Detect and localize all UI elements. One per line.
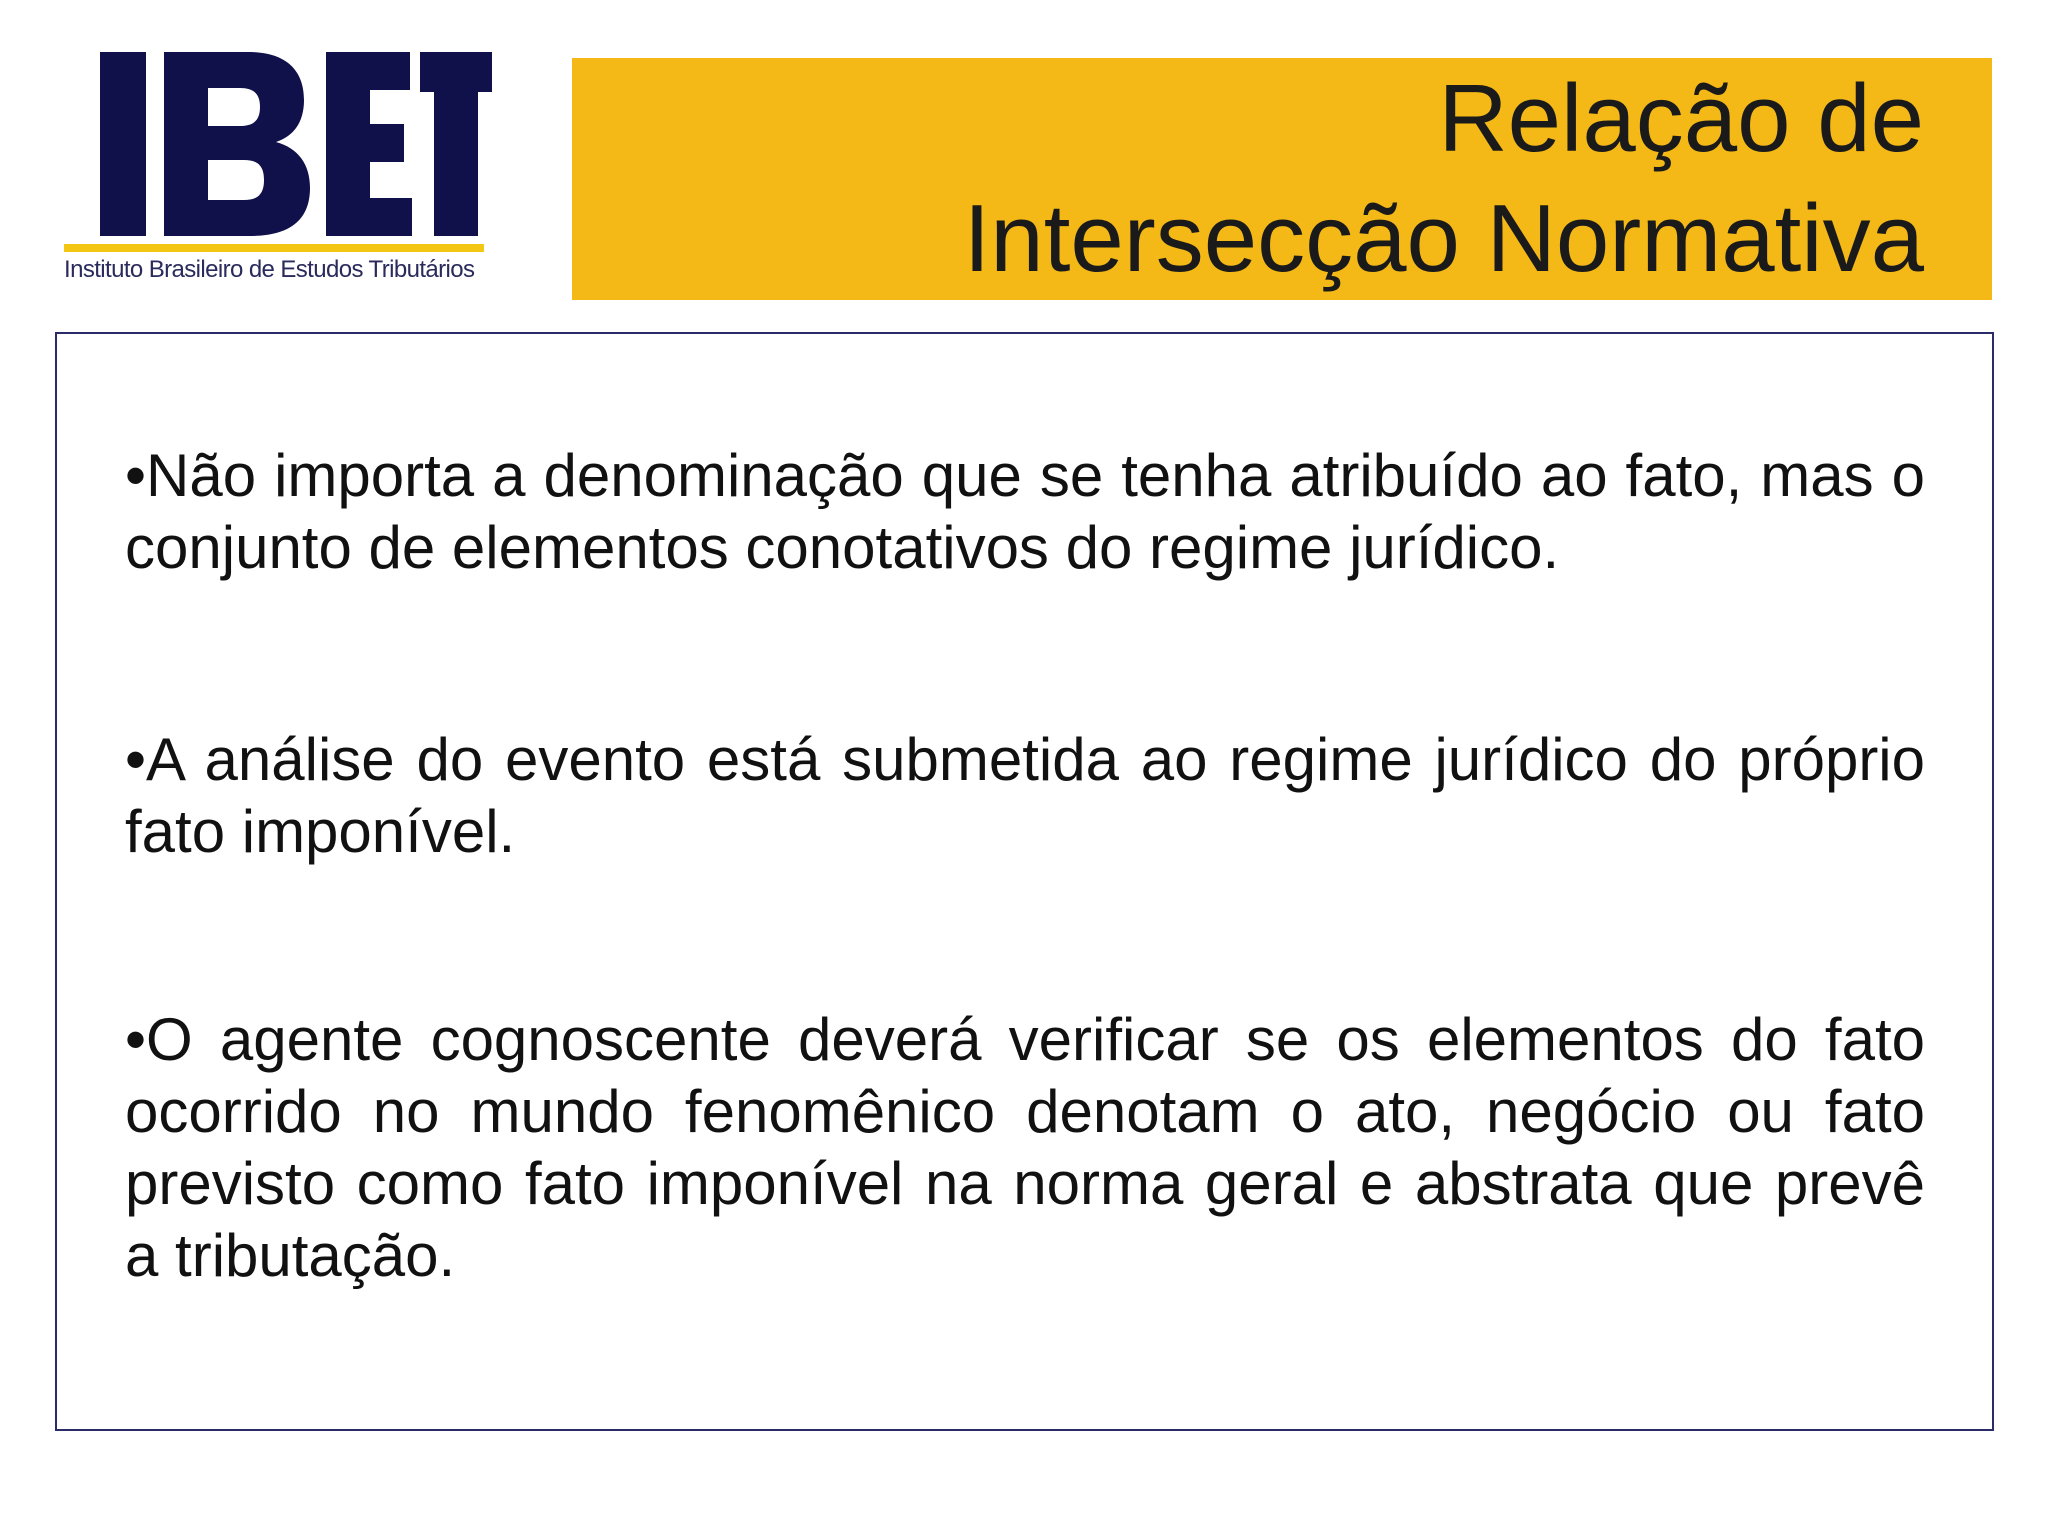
- bullet-point: •A análise do evento está submetida ao regime jurídico do próprio fato imponível.: [125, 726, 1925, 865]
- logo-caption: Instituto Brasileiro de Estudos Tributários: [64, 256, 475, 283]
- logo-underline: [64, 244, 484, 252]
- content-box: [55, 332, 1994, 1431]
- slide-title-line-1: Relação de: [1438, 65, 1924, 172]
- title-band: [572, 58, 1992, 300]
- bullet-point: •O agente cognoscente deverá verificar se os elementos do fato ocorrido no mundo fenomênico denotam o ato, negócio ou fato previsto como fato imponível na norma geral e abstrata que prevê a tributação.: [125, 1006, 1925, 1289]
- bullet-point: •Não importa a denominação que se tenha atribuído ao fato, mas o conjunto de elementos conotativos do regime jurídico.: [125, 442, 1925, 581]
- ibet-logo: [62, 50, 492, 296]
- ibet-logo-wordmark: [100, 52, 492, 250]
- slide-title-line-2: Intersecção Normativa: [963, 185, 1924, 292]
